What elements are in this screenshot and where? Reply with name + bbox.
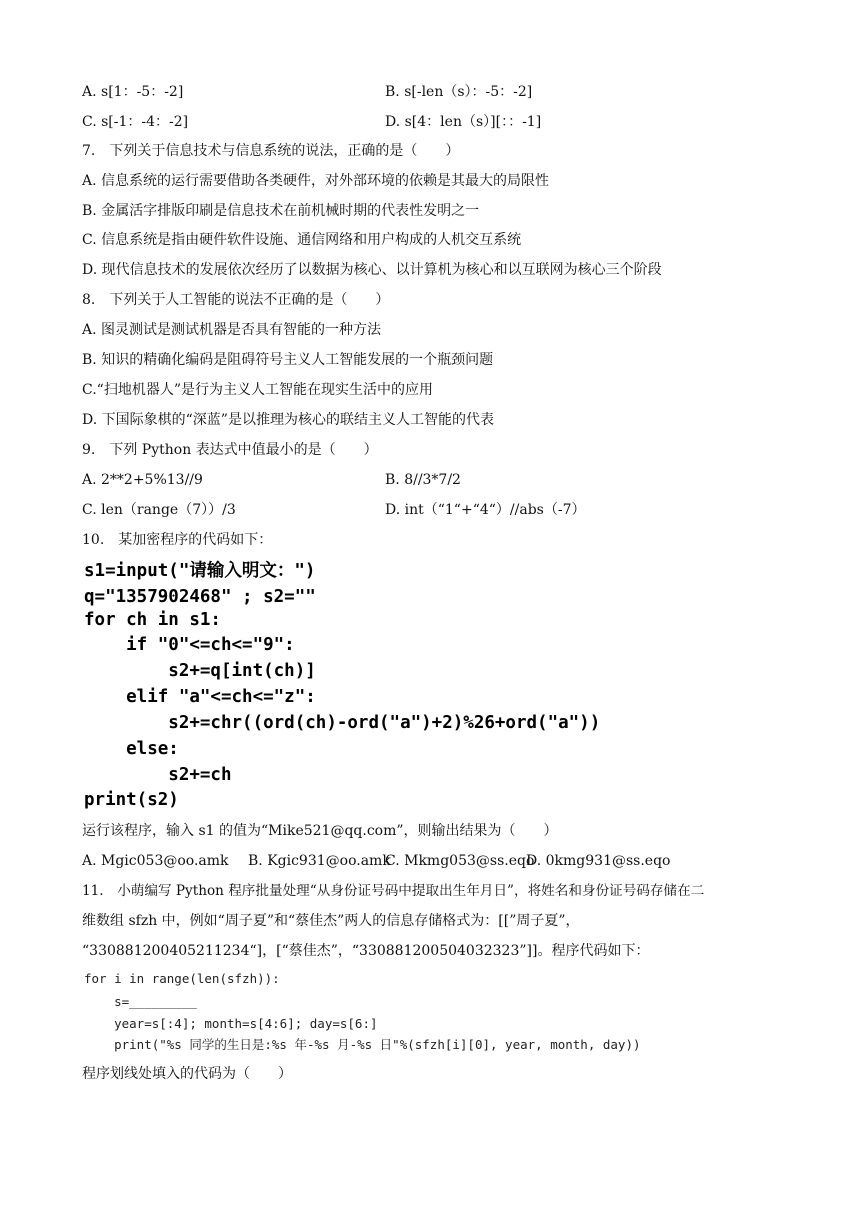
q7-option-b: B. 金属活字排版印刷是信息技术在前机械时期的代表性发明之一 <box>82 203 480 219</box>
q10-code-line-4: if "0"<=ch<="9": <box>84 635 295 655</box>
q11-stem-line-1: 11. 小萌编写 Python 程序批量处理“从身份证号码中提取出生年月日”，将姓名和身份证号码存储在二 <box>82 883 705 899</box>
q7-option-d: D. 现代信息技术的发展依次经历了以数据为核心、以计算机为核心和以互联网为核心三个阶段 <box>82 262 662 278</box>
q8-option-b: B. 知识的精确化编码是阻碍符号主义人工智能发展的一个瓶颈问题 <box>82 352 494 368</box>
q9-option-c: C. len（range（7））/3 <box>82 502 236 518</box>
q7-stem: 7. 下列关于信息技术与信息系统的说法，正确的是（ ） <box>82 143 460 159</box>
q10-code-line-2: q="1357902468" ; s2="" <box>84 587 316 607</box>
q10-code-line-6: elif "a"<=ch<="z": <box>84 687 316 707</box>
q11-code-line-4: print("%s 同学的生日是:%s 年-%s 月-%s 日"%(sfzh[i][0], year, month, day)) <box>84 1037 641 1052</box>
q8-option-c: C.“扫地机器人”是行为主义人工智能在现实生活中的应用 <box>82 382 433 398</box>
q11-code-line-2: s=_________ <box>84 994 197 1009</box>
q10-code-line-8: else: <box>84 739 179 759</box>
q6-option-c: C. s[-1：-4：-2] <box>82 114 189 130</box>
q6-option-d: D. s[4：len（s）][：：-1] <box>385 114 542 130</box>
q9-option-d: D. int（“1“+“4“）//abs（-7） <box>385 502 586 518</box>
q11-code-line-3: year=s[:4]; month=s[4:6]; day=s[6:] <box>84 1016 378 1031</box>
q10-code-line-9: s2+=ch <box>84 765 232 785</box>
q11-code-line-1: for i in range(len(sfzh)): <box>84 971 280 986</box>
q6-option-a: A. s[1：-5：-2] <box>82 84 184 100</box>
q8-option-a: A. 图灵测试是测试机器是否具有智能的一种方法 <box>82 322 382 338</box>
q8-stem: 8. 下列关于人工智能的说法不正确的是（ ） <box>82 292 390 308</box>
q10-code-line-3: for ch in s1: <box>84 610 221 630</box>
q10-stem: 10. 某加密程序的代码如下： <box>82 532 273 548</box>
q9-stem: 9. 下列 Python 表达式中值最小的是（ ） <box>82 442 378 458</box>
q10-code-line-1: s1=input("请输入明文：") <box>84 561 316 581</box>
q7-option-c: C. 信息系统是指由硬件软件设施、通信网络和用户构成的人机交互系统 <box>82 232 522 248</box>
q9-option-a: A. 2**2+5%13//9 <box>82 472 203 488</box>
q10-option-c: C. Mkmg053@ss.eqo <box>385 853 535 869</box>
q11-stem-line-2: 维数组 sfzh 中，例如“周子夏”和“蔡佳杰”两人的信息存储格式为：[[”周子夏”， <box>82 913 580 929</box>
q10-question: 运行该程序，输入 s1 的值为“Mike521@qq.com”，则输出结果为（ ） <box>82 823 558 839</box>
q10-code-line-7: s2+=chr((ord(ch)-ord("a")+2)%26+ord("a")) <box>84 713 601 733</box>
q10-code-line-5: s2+=q[int(ch)] <box>84 661 316 681</box>
q10-option-d: D. 0kmg931@ss.eqo <box>526 853 671 869</box>
q10-option-b: B. Kgic931@oo.amk <box>248 853 391 869</box>
q10-code-line-10: print(s2) <box>84 790 179 810</box>
q8-option-d: D. 下国际象棋的“深蓝”是以推理为核心的联结主义人工智能的代表 <box>82 412 494 428</box>
q9-option-b: B. 8//3*7/2 <box>385 472 461 488</box>
q11-stem-line-3: “330881200405211234“]，[“蔡佳杰”，“330881200504032323”]]。程序代码如下： <box>82 943 650 959</box>
q10-option-a: A. Mgic053@oo.amk <box>82 853 229 869</box>
q11-question: 程序划线处填入的代码为（ ） <box>82 1066 292 1082</box>
q6-option-b: B. s[-len（s）：-5：-2] <box>385 84 533 100</box>
q7-option-a: A. 信息系统的运行需要借助各类硬件，对外部环境的依赖是其最大的局限性 <box>82 173 550 189</box>
